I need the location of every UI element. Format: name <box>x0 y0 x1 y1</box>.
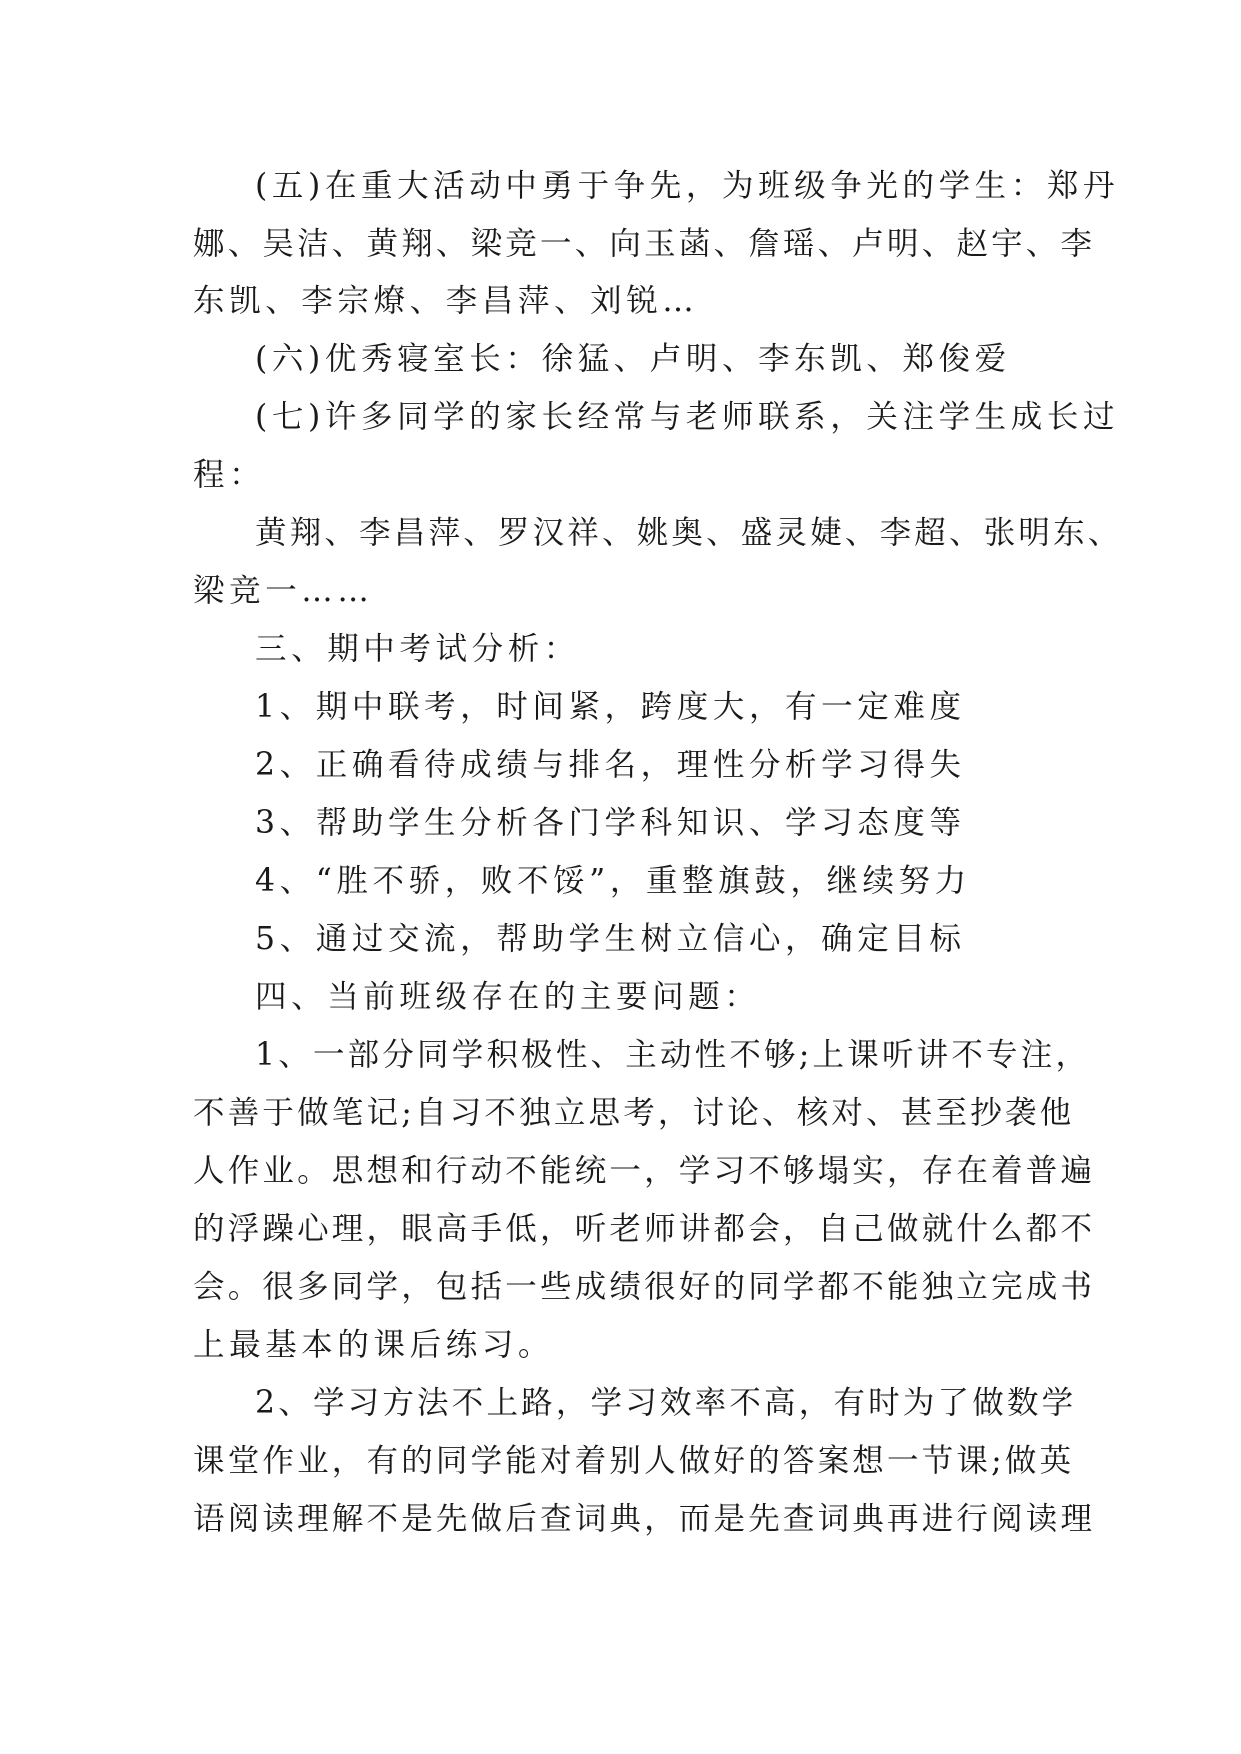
list-item: 3、帮助学生分析各门学科知识、学习态度等 <box>255 805 966 841</box>
paragraph-line: (七)许多同学的家长经常与老师联系，关注学生成长过 <box>255 399 1120 435</box>
section-heading: 三、期中考试分析： <box>255 631 580 667</box>
list-item: 1、期中联考，时间紧，跨度大，有一定难度 <box>255 689 966 725</box>
paragraph-line: 2、学习方法不上路，学习效率不高，有时为了做数学 <box>255 1385 1077 1421</box>
paragraph-line: 语阅读理解不是先做后查词典，而是先查词典再进行阅读理 <box>193 1501 1096 1537</box>
list-item: 2、正确看待成绩与排名，理性分析学习得失 <box>255 747 966 783</box>
list-item: 4、“胜不骄，败不馁”，重整旗鼓，继续努力 <box>255 863 971 899</box>
paragraph-line: 黄翔、李昌萍、罗汉祥、姚奥、盛灵婕、李超、张明东、 <box>255 515 1123 551</box>
paragraph-line: 上最基本的课后练习。 <box>193 1327 555 1363</box>
section-heading: 四、当前班级存在的主要问题： <box>255 979 761 1015</box>
paragraph-line: 人作业。思想和行动不能统一，学习不够塌实，存在着普遍 <box>193 1153 1096 1189</box>
paragraph-line: (五)在重大活动中勇于争先，为班级争光的学生：郑丹 <box>255 168 1120 204</box>
paragraph-line: 娜、吴洁、黄翔、梁竞一、向玉菡、詹瑶、卢明、赵宇、李 <box>193 226 1096 262</box>
paragraph-line: 的浮躁心理，眼高手低，听老师讲都会，自己做就什么都不 <box>193 1211 1096 1247</box>
paragraph-line: 东凯、李宗燎、李昌萍、刘锐… <box>193 283 699 319</box>
paragraph-line: 会。很多同学，包括一些成绩很好的同学都不能独立完成书 <box>193 1269 1096 1305</box>
paragraph-line: (六)优秀寝室长：徐猛、卢明、李东凯、郑俊爱 <box>255 341 1011 377</box>
paragraph-line: 课堂作业，有的同学能对着别人做好的答案想一节课;做英 <box>193 1443 1075 1479</box>
paragraph-line: 不善于做笔记;自习不独立思考，讨论、核对、甚至抄袭他 <box>193 1095 1075 1131</box>
list-item: 5、通过交流，帮助学生树立信心，确定目标 <box>255 921 966 957</box>
paragraph-line: 梁竞一…… <box>193 573 374 609</box>
paragraph-line: 程： <box>193 457 266 493</box>
paragraph-line: 1、一部分同学积极性、主动性不够;上课听讲不专注， <box>255 1037 1091 1073</box>
